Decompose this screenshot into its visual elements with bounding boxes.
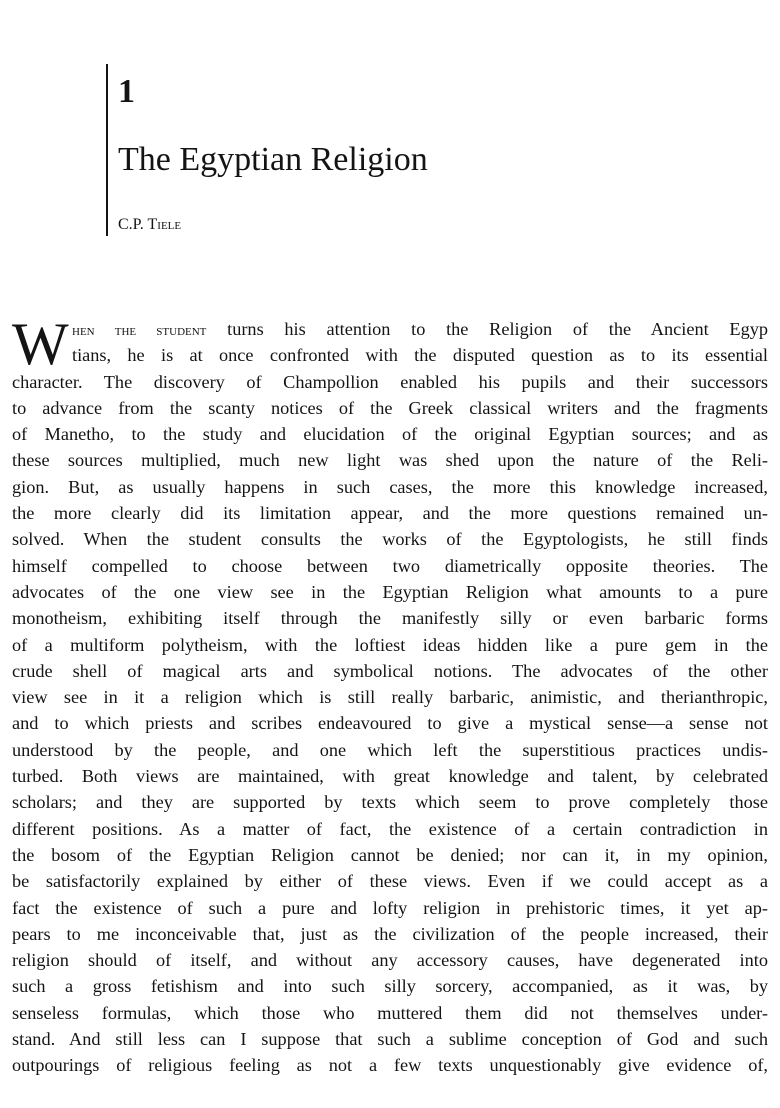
- paragraph-line: stand. And still less can I suppose that such a sublime conception of God and such: [12, 1029, 768, 1050]
- paragraph-line: of a multiform polytheism, with the loftiest ideas hidden like a pure gem in the: [12, 634, 768, 655]
- paragraph-line: senseless formulas, which those who muttered them did not themselves under-: [12, 1002, 768, 1023]
- paragraph-line: turbed. Both views are maintained, with great knowledge and talent, by celebrated: [12, 766, 768, 787]
- chapter-number: 1: [118, 73, 135, 110]
- paragraph-line: be satisfactorily explained by either of these views. Even if we could accept as a: [12, 871, 768, 892]
- paragraph-line: different positions. As a matter of fact, the existence of a certain contradiction in: [12, 818, 768, 839]
- paragraph-line: the more clearly did its limitation appear, and the more questions remained un-: [12, 503, 768, 524]
- first-line-text: turns his attention to the Religion of the Ancient Egyp: [227, 319, 768, 339]
- lead-in: hen the student: [72, 322, 207, 339]
- chapter-heading: [106, 64, 626, 236]
- paragraph-line: pears to me inconceivable that, just as the civilization of the people increased, their: [12, 923, 768, 944]
- paragraph-line: fact the existence of such a pure and lofty religion in prehistoric times, it yet ap-: [12, 897, 768, 918]
- chapter-author: [118, 212, 181, 236]
- paragraph-line: scholars; and they are supported by texts which seem to prove completely those: [12, 792, 768, 813]
- author-name: C.P. Tiele: [118, 216, 182, 233]
- paragraph-line: the bosom of the Egyptian Religion cannot be denied; nor can it, in my opinion,: [12, 844, 768, 865]
- paragraph-line: monotheism, exhibiting itself through the manifestly silly or even barbaric forms: [12, 608, 768, 629]
- paragraph-line: character. The discovery of Champollion enabled his pupils and their successors: [12, 371, 768, 392]
- paragraph-line: and to which priests and scribes endeavoured to give a mystical sense—a sense not: [12, 713, 768, 734]
- drop-cap: W: [12, 311, 69, 377]
- paragraph-line: understood by the people, and one which left the superstitious practices undis-: [12, 739, 768, 760]
- paragraph-line: advocates of the one view see in the Egyptian Religion what amounts to a pure: [12, 581, 768, 602]
- paragraph-line: religion should of itself, and without any accessory causes, have degenerated into: [12, 950, 768, 971]
- body-paragraph: [12, 311, 768, 1079]
- paragraph-line: himself compelled to choose between two diametrically opposite theories. The: [12, 555, 768, 576]
- paragraph-line: crude shell of magical arts and symbolical notions. The advocates of the other: [12, 660, 768, 681]
- paragraph-line: such a gross fetishism and into such silly sorcery, accompanied, as it was, by: [12, 976, 768, 997]
- paragraph-line-2: tians, he is at once confronted with the disputed question as to its essential: [72, 345, 768, 366]
- chapter-title: The Egyptian Religion: [118, 141, 428, 178]
- paragraph-line: to advance from the scanty notices of the Greek classical writers and the fragments: [12, 397, 768, 418]
- paragraph-line-1: [12, 316, 768, 342]
- paragraph-line: solved. When the student consults the works of the Egyptologists, he still finds: [12, 529, 768, 550]
- paragraph-line: view see in it a religion which is still really barbaric, animistic, and therianthropic,: [12, 687, 768, 708]
- paragraph-line: these sources multiplied, much new light was shed upon the nature of the Reli-: [12, 450, 768, 471]
- paragraph-line: of Manetho, to the study and elucidation of the original Egyptian sources; and as: [12, 424, 768, 445]
- paragraph-line: gion. But, as usually happens in such cases, the more this knowledge increased,: [12, 476, 768, 497]
- paragraph-line: outpourings of religious feeling as not a few texts unquestionably give evidence of,: [12, 1055, 768, 1076]
